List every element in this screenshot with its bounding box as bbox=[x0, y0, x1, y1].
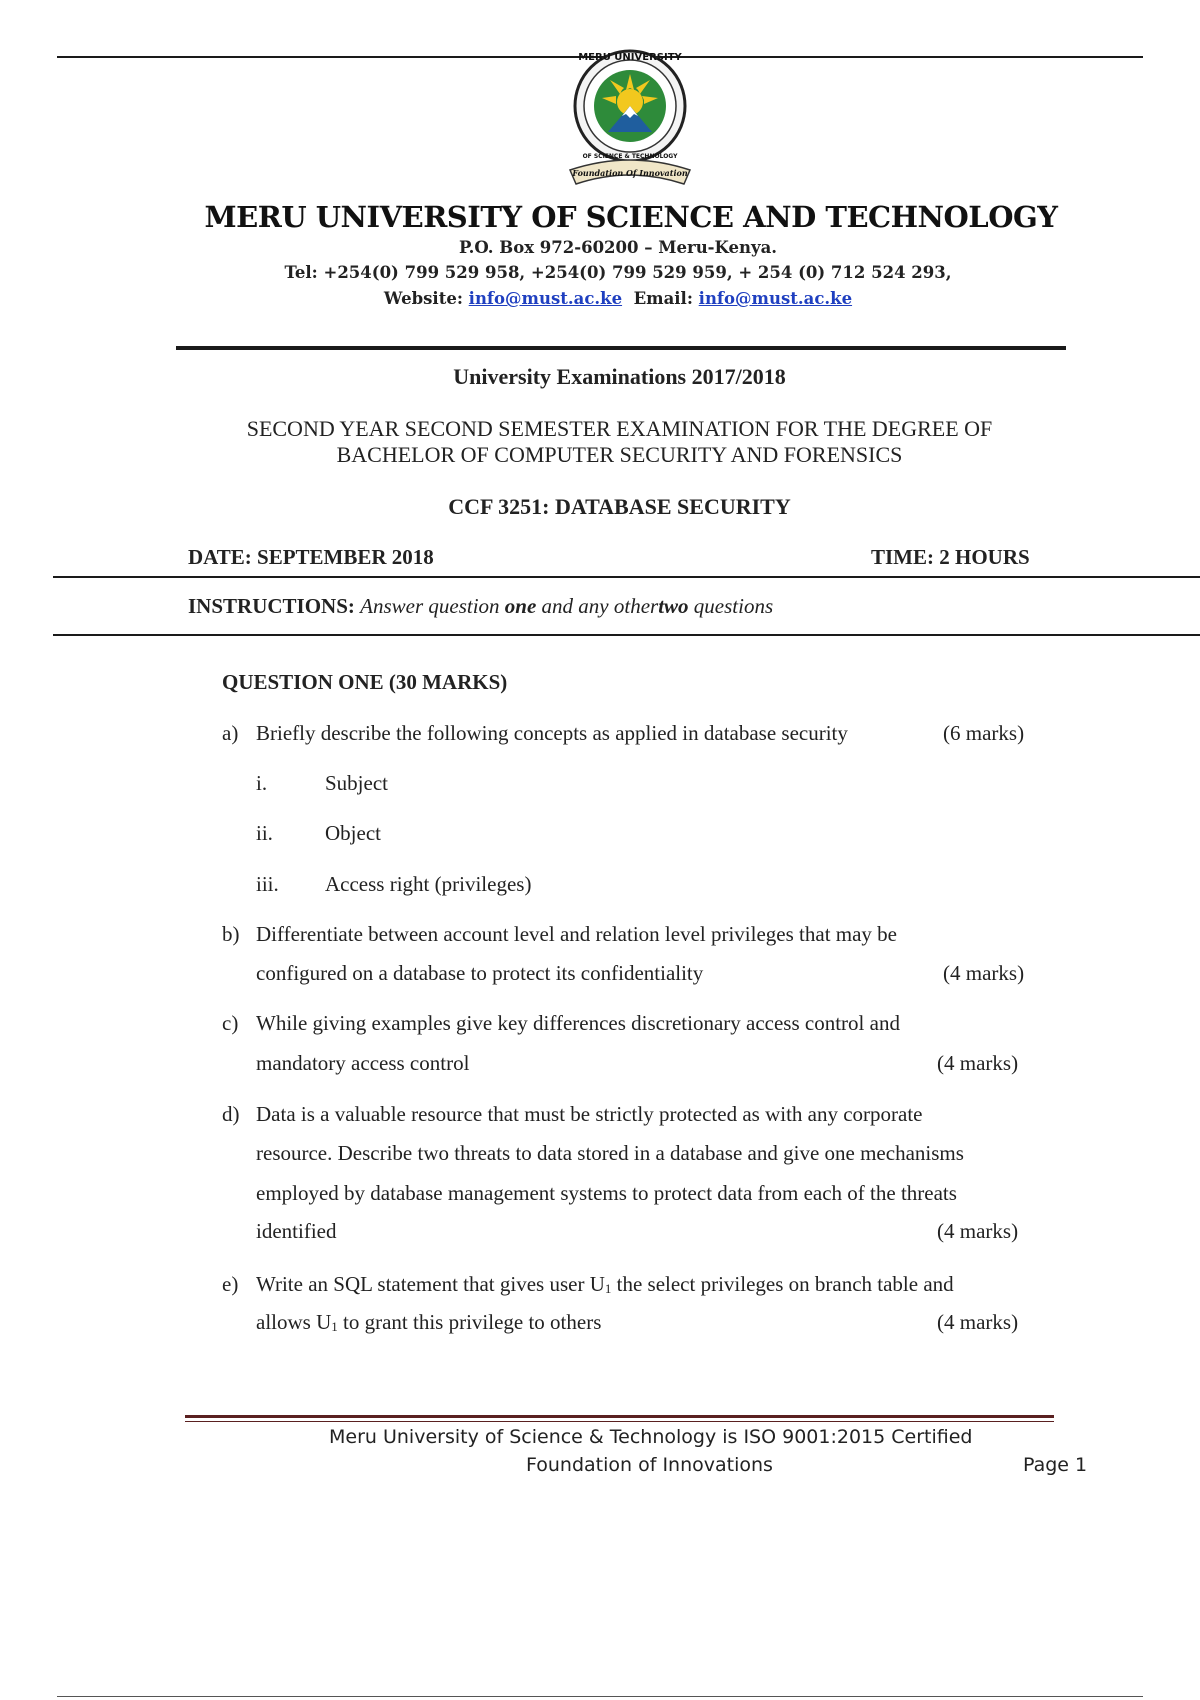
subscript: 1 bbox=[604, 1281, 612, 1296]
telephone: Tel: +254(0) 799 529 958, +254(0) 799 529 959, + 254 (0) 712 524 293, bbox=[284, 263, 952, 282]
degree-line-1: SECOND YEAR SECOND SEMESTER EXAMINATION FOR THE DEGREE OF bbox=[246, 416, 993, 441]
question-d-line-1: Data is a valuable resource that must be strictly protected as with any corporate bbox=[256, 1102, 923, 1126]
question-c-label: c) bbox=[222, 1011, 239, 1035]
question-a-label: a) bbox=[222, 721, 239, 745]
instructions-text-3: questions bbox=[693, 594, 774, 618]
question-a-marks: (6 marks) bbox=[943, 721, 1025, 745]
question-d-line-3: employed by database management systems to protect data from each of the threats bbox=[256, 1181, 957, 1205]
website-label: Website: bbox=[383, 289, 463, 308]
email-label: Email: bbox=[633, 289, 693, 308]
question-b-marks: (4 marks) bbox=[943, 961, 1025, 985]
list-item: Access right (privileges) bbox=[325, 872, 532, 896]
course-title: CCF 3251: DATABASE SECURITY bbox=[448, 494, 791, 519]
date-rule bbox=[53, 576, 1200, 578]
question-b-line-1: Differentiate between account level and relation level privileges that may be bbox=[256, 922, 898, 946]
university-name: MERU UNIVERSITY OF SCIENCE AND TECHNOLOGY bbox=[204, 200, 1058, 234]
question-e-label: e) bbox=[222, 1272, 239, 1296]
header-rule bbox=[176, 346, 1066, 350]
question-e-line-1 bbox=[256, 1272, 954, 1297]
exam-title: University Examinations 2017/2018 bbox=[453, 364, 786, 389]
list-item: Object bbox=[325, 821, 381, 845]
exam-date: DATE: SEPTEMBER 2018 bbox=[188, 545, 434, 569]
list-item-number: iii. bbox=[256, 872, 279, 896]
list-item-number: i. bbox=[256, 771, 268, 795]
email-link[interactable]: info@must.ac.ke bbox=[698, 289, 853, 308]
question-e-line-2-end: to grant this privilege to others bbox=[337, 1310, 602, 1334]
question-c-line-2: mandatory access control bbox=[256, 1051, 470, 1075]
question-d-line-4: identified bbox=[256, 1219, 337, 1243]
instructions-rule bbox=[53, 634, 1200, 636]
page-number: Page 1 bbox=[1023, 1454, 1088, 1476]
question-d-label: d) bbox=[222, 1102, 240, 1126]
logo-text-top: MERU UNIVERSITY bbox=[578, 52, 682, 63]
question-e-line-1-start: Write an SQL statement that gives user U bbox=[256, 1272, 605, 1296]
question-d-marks: (4 marks) bbox=[937, 1219, 1019, 1243]
question-e-line-1-end: the select privileges on branch table and bbox=[611, 1272, 954, 1296]
logo-motto: Foundation Of Innovation bbox=[572, 168, 688, 178]
question-b-line-2: configured on a database to protect its confidentiality bbox=[256, 961, 704, 985]
instructions-one: one bbox=[504, 594, 537, 618]
question-d-line-2: resource. Describe two threats to data stored in a database and give one mechanisms bbox=[256, 1141, 964, 1165]
instructions-text-2: and any other bbox=[541, 594, 659, 618]
footer-motto: Foundation of Innovations bbox=[526, 1454, 773, 1476]
list-item: Subject bbox=[325, 771, 388, 795]
instructions-label: INSTRUCTIONS: bbox=[188, 594, 355, 618]
question-one-heading: QUESTION ONE (30 MARKS) bbox=[222, 670, 508, 694]
question-a-text: Briefly describe the following concepts as applied in database security bbox=[256, 721, 848, 745]
po-box: P.O. Box 972-60200 – Meru-Kenya. bbox=[458, 238, 778, 257]
instructions-text-1: Answer question bbox=[360, 594, 500, 618]
question-e-line-2 bbox=[256, 1310, 601, 1335]
university-logo bbox=[556, 40, 704, 192]
instructions-two: two bbox=[658, 594, 689, 618]
footer-rule-top bbox=[185, 1415, 1054, 1418]
contact-links bbox=[0, 289, 1200, 308]
footer-rule-bottom bbox=[185, 1421, 1054, 1422]
subscript: 1 bbox=[331, 1319, 338, 1334]
degree-line-2: BACHELOR OF COMPUTER SECURITY AND FORENSICS bbox=[336, 442, 903, 467]
list-item-number: ii. bbox=[256, 821, 273, 845]
question-e-marks: (4 marks) bbox=[937, 1310, 1019, 1334]
footer-iso-line: Meru University of Science & Technology is ISO 9001:2015 Certified bbox=[329, 1426, 973, 1448]
instructions bbox=[188, 594, 773, 619]
question-b-label: b) bbox=[222, 922, 240, 946]
website-link[interactable]: info@must.ac.ke bbox=[468, 289, 623, 308]
logo-text-bottom: OF SCIENCE & TECHNOLOGY bbox=[582, 153, 678, 160]
question-e-line-2-start: allows U bbox=[256, 1310, 332, 1334]
question-c-line-1: While giving examples give key differences discretionary access control and bbox=[256, 1011, 900, 1035]
bottom-rule bbox=[57, 1696, 1143, 1697]
question-c-marks: (4 marks) bbox=[937, 1051, 1019, 1075]
exam-time: TIME: 2 HOURS bbox=[871, 545, 1030, 569]
